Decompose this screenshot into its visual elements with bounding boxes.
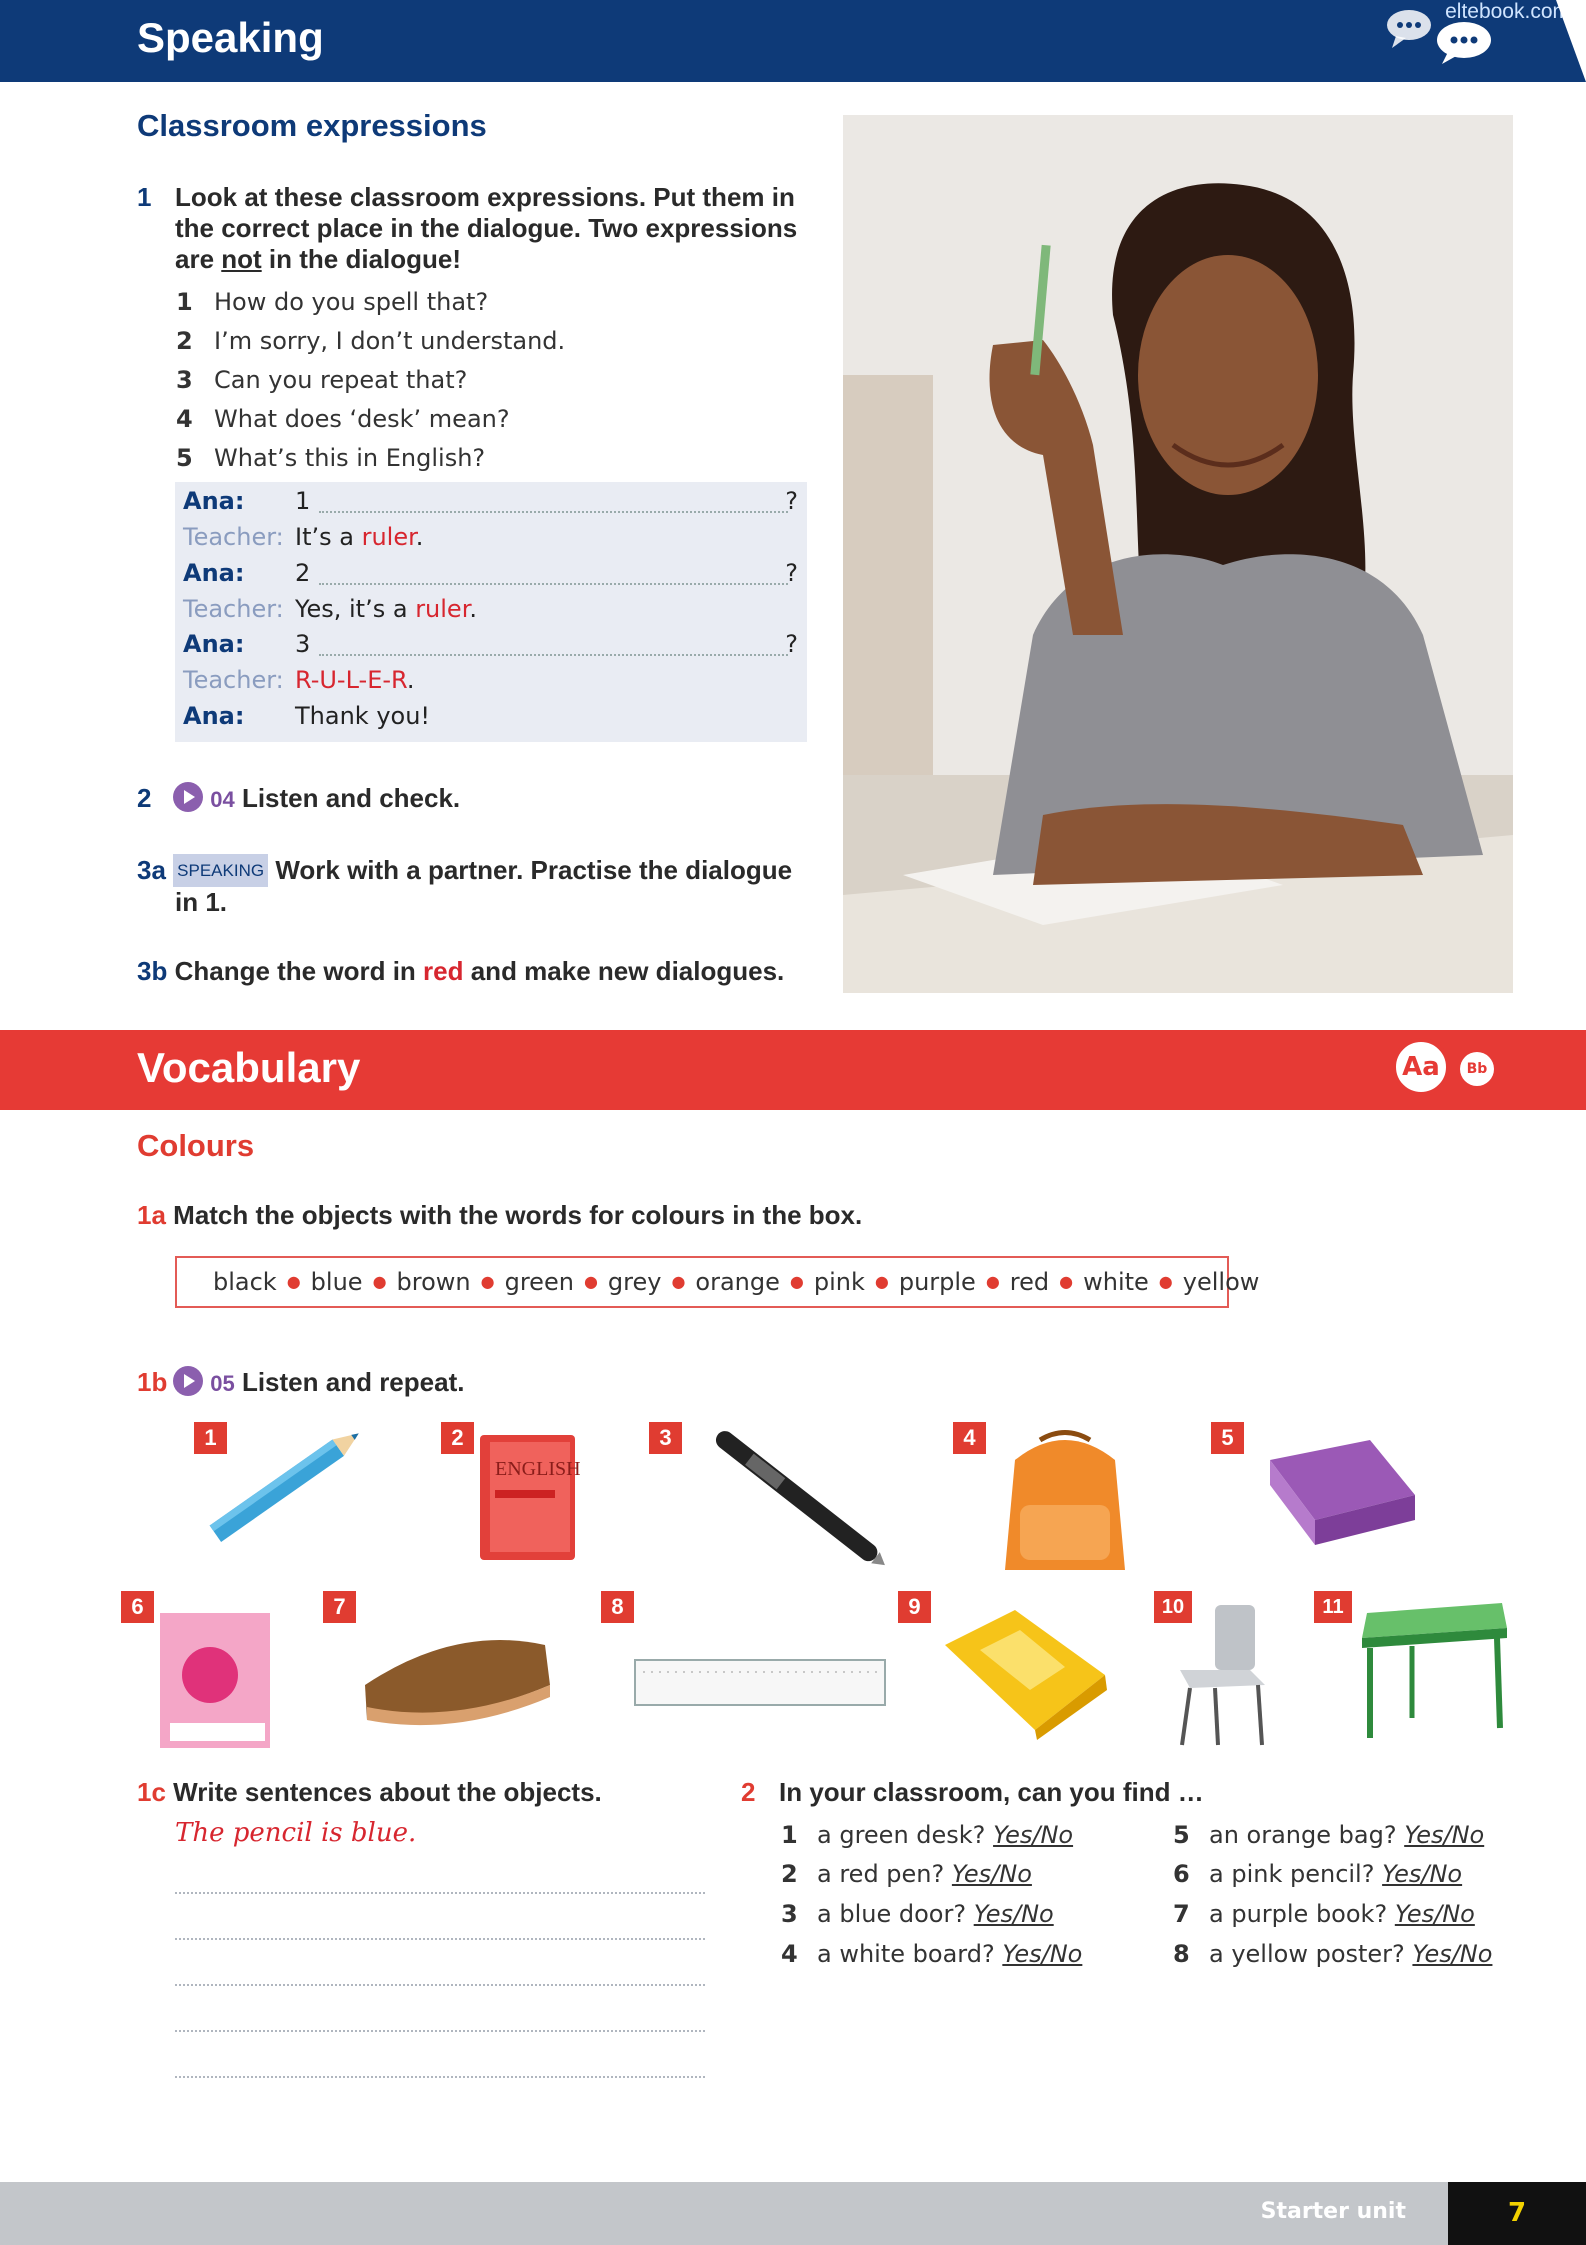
white-ruler-icon xyxy=(633,1650,888,1712)
pink-pencil-case-icon xyxy=(155,1605,275,1755)
question-item: 5 an orange bag? Yes/No xyxy=(1173,1821,1485,1849)
object-number: 8 xyxy=(601,1591,634,1623)
subtitle: Colours xyxy=(137,1128,255,1163)
question-item: 4 a white board? Yes/No xyxy=(781,1940,1083,1968)
question-item: 7 a purple book? Yes/No xyxy=(1173,1900,1475,1928)
yes-no-option[interactable]: Yes/No xyxy=(1412,1940,1493,1968)
blue-pencil-icon xyxy=(190,1420,380,1550)
colour-word-box: black ● blue ● brown ● green ● grey ● orange ● pink ● purple ● red ● white ● yellow xyxy=(175,1256,1229,1308)
section-title: Speaking xyxy=(137,14,324,61)
writing-line[interactable] xyxy=(175,1938,705,1940)
page-number: 7 xyxy=(1448,2182,1586,2245)
brown-eraser-icon xyxy=(355,1615,560,1735)
expression-item: 1 How do you spell that? xyxy=(176,288,489,316)
magnifier-icon: Aa xyxy=(1392,1038,1450,1096)
question-item: 2 a red pen? Yes/No xyxy=(781,1860,1032,1888)
track-number: 04 xyxy=(210,787,235,812)
yes-no-option[interactable]: Yes/No xyxy=(1382,1860,1463,1888)
exercise-2-vocab-instruction: 2 In your classroom, can you find … xyxy=(741,1777,1204,1807)
audio-play-icon[interactable] xyxy=(173,1366,203,1396)
exercise-1a-instruction: 1a Match the objects with the words for colours in the box. xyxy=(137,1200,863,1230)
purple-eraser-icon xyxy=(1260,1435,1420,1555)
example-sentence: The pencil is blue. xyxy=(175,1818,417,1848)
yes-no-option[interactable]: Yes/No xyxy=(1394,1900,1475,1928)
yes-no-option[interactable]: Yes/No xyxy=(1404,1821,1485,1849)
green-desk-icon xyxy=(1352,1598,1512,1743)
question-item: 3 a blue door? Yes/No xyxy=(781,1900,1054,1928)
dialogue-line: Teacher: It’s a ruler. xyxy=(183,523,424,551)
object-number: 2 xyxy=(441,1422,474,1454)
exercise-3a-instruction: 3a SPEAKING Work with a partner. Practise the dialogue in 1. xyxy=(137,855,793,917)
red-book-icon xyxy=(470,1430,585,1570)
audio-play-icon[interactable] xyxy=(173,782,203,812)
object-number: 11 xyxy=(1314,1591,1352,1623)
writing-line[interactable] xyxy=(175,2076,705,2078)
yes-no-option[interactable]: Yes/No xyxy=(993,1821,1074,1849)
object-number: 7 xyxy=(323,1591,356,1623)
yes-no-option[interactable]: Yes/No xyxy=(1002,1940,1083,1968)
exercise-1-instruction xyxy=(137,182,837,274)
section-title: Vocabulary xyxy=(137,1044,361,1091)
writing-line[interactable] xyxy=(175,2030,705,2032)
object-number: 4 xyxy=(953,1422,986,1454)
unit-label: Starter unit xyxy=(1260,2199,1406,2224)
vocabulary-banner xyxy=(0,1030,1586,1110)
question-item: 1 a green desk? Yes/No xyxy=(781,1821,1074,1849)
expression-item: 2 I’m sorry, I don’t understand. xyxy=(176,327,566,355)
dialogue-line: Ana: 3 ? xyxy=(183,630,798,658)
exercise-number: 1 xyxy=(137,182,152,212)
letter-icon: Bb xyxy=(1460,1052,1494,1086)
object-number: 1 xyxy=(194,1422,227,1454)
object-number: 6 xyxy=(121,1591,154,1623)
question-item: 6 a pink pencil? Yes/No xyxy=(1173,1860,1463,1888)
expression-item: 3 Can you repeat that? xyxy=(176,366,468,394)
grey-chair-icon xyxy=(1170,1600,1270,1750)
exercise-3b-instruction: 3b Change the word in red and make new dialogues. xyxy=(137,956,785,986)
object-number: 5 xyxy=(1211,1422,1244,1454)
svg-text:ENGLISH: ENGLISH xyxy=(495,1458,581,1480)
writing-line[interactable] xyxy=(175,1984,705,1986)
dialogue-line: Teacher: Yes, it’s a ruler. xyxy=(183,595,478,623)
speaking-banner xyxy=(0,0,1586,82)
dialogue-line: Ana: Thank you! xyxy=(183,702,431,730)
track-number: 05 xyxy=(210,1371,235,1396)
dialogue-box xyxy=(175,482,807,742)
instruction-line: Look at these classroom expressions. Put them in xyxy=(175,182,795,212)
exercise-2-instruction: 2 04 Listen and check. xyxy=(137,783,461,813)
classroom-photo xyxy=(843,115,1513,993)
writing-line[interactable] xyxy=(175,1892,705,1894)
yellow-book-icon xyxy=(935,1605,1115,1740)
object-number: 9 xyxy=(898,1591,931,1623)
subtitle: Classroom expressions xyxy=(137,108,487,143)
instruction-line: the correct place in the dialogue. Two expressions xyxy=(175,213,798,243)
page-footer xyxy=(0,2182,1586,2245)
expression-item: 5 What’s this in English? xyxy=(176,444,486,472)
object-number: 3 xyxy=(649,1422,682,1454)
exercise-1b-instruction: 1b 05 Listen and repeat. xyxy=(137,1367,465,1397)
instruction-line: are not in the dialogue! xyxy=(175,244,462,274)
yes-no-option[interactable]: Yes/No xyxy=(951,1860,1032,1888)
orange-bag-icon xyxy=(980,1420,1150,1585)
question-item: 8 a yellow poster? Yes/No xyxy=(1173,1940,1493,1968)
black-pen-icon xyxy=(695,1420,905,1580)
yes-no-option[interactable]: Yes/No xyxy=(973,1900,1054,1928)
expression-item: 4 What does ‘desk’ mean? xyxy=(176,405,510,433)
dialogue-line: Teacher: R-U-L-E-R. xyxy=(183,666,415,694)
website-watermark[interactable]: eltebook.com xyxy=(1445,0,1570,23)
dialogue-line: Ana: 2 ? xyxy=(183,559,798,587)
dialogue-line: Ana: 1 ? xyxy=(183,487,798,515)
object-number: 10 xyxy=(1154,1591,1192,1623)
exercise-1c-instruction: 1c Write sentences about the objects. xyxy=(137,1777,602,1807)
speaking-tag: SPEAKING xyxy=(173,854,268,887)
